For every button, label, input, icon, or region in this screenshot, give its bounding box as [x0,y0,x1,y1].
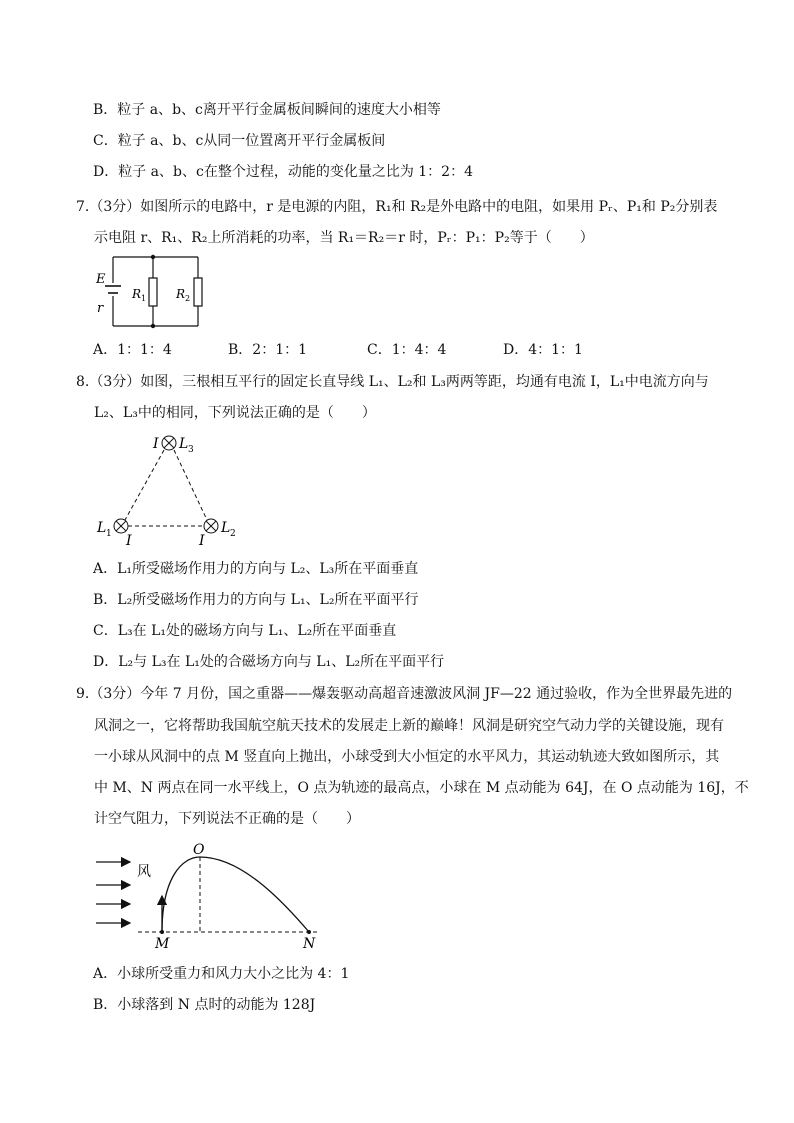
label-r2: R [176,287,186,301]
label-l2-sub: 2 [230,529,236,539]
label-r1: R [132,287,142,301]
label-m: M [155,936,170,952]
label-i-l3: I [153,436,159,452]
q7-option-c: C．1：4：4 [367,342,447,358]
label-n: N [303,936,316,952]
q7-option-b: B．2：1：1 [228,342,308,358]
junction-bottom [151,324,155,328]
label-o: O [193,842,205,858]
label-l1: L [97,520,107,536]
q8-wires-diagram [90,428,250,552]
q8-stem-line2: L₂、L₃中的相同，下列说法正确的是（ ） [94,405,376,421]
label-r: r [97,301,104,316]
point-n [307,930,311,934]
label-r2-sub: 2 [185,294,191,303]
label-l3-sub: 3 [188,445,194,455]
label-r1-sub: 1 [141,294,147,303]
dashed-edge-l3-l2 [174,450,207,520]
junction-top [151,255,155,259]
q9-trajectory-diagram [90,838,330,953]
q7-circuit-diagram [90,250,210,332]
point-m [160,930,164,934]
q7-option-d: D．4：1：1 [503,342,583,358]
label-wind: 风 [137,864,151,880]
q8-option-c: C．L₃在 L₁处的磁场方向与 L₁、L₂所在平面垂直 [93,623,397,639]
q8-stem-line1: 8.（3分）如图，三根相互平行的固定长直导线 L₁、L₂和 L₃两两等距，均通有电流 I，L₁中电流方向与 [76,374,709,390]
label-i-l1: I [126,533,132,549]
q9-stem-line2: 风洞之一，它将帮助我国航空航天技术的发展走上新的巅峰！风洞是研究空气动力学的关键设施，现有 [94,718,724,734]
q9-option-b: B．小球落到 N 点时的动能为 128J [93,997,316,1013]
q7-stem-line2: 示电阻 r、R₁、R₂上所消耗的功率，当 R₁＝R₂＝r 时，Pᵣ：P₁：P₂等于（ ） [94,230,594,246]
prev-option-d: D．粒子 a、b、c在整个过程，动能的变化量之比为 1：2：4 [93,164,473,180]
prev-option-c: C．粒子 a、b、c从同一位置离开平行金属板间 [93,133,386,149]
dashed-edge-l3-l1 [125,450,164,520]
label-i-l2: I [199,533,205,549]
prev-option-b: B．粒子 a、b、c离开平行金属板间瞬间的速度大小相等 [93,102,441,118]
q9-stem-line5: 计空气阻力，下列说法不正确的是（ ） [94,811,360,827]
q9-stem-line1: 9.（3分）今年 7 月份，国之重器——爆轰驱动高超音速激波风洞 JF—22 通过验收，作为全世界最先进的 [76,686,733,702]
label-l1-sub: 1 [106,529,112,539]
q8-option-d: D．L₂与 L₃在 L₁处的合磁场方向与 L₁、L₂所在平面平行 [93,654,445,670]
q7-stem-line1: 7.（3分）如图所示的电路中，r 是电源的内阻，R₁和 R₂是外电路中的电阻，如果用 Pᵣ、P₁和 P₂分别表 [76,199,718,215]
label-l3: L [179,436,189,452]
label-l2: L [221,520,231,536]
q9-stem-line3: 一小球从风洞中的点 M 竖直向上抛出，小球受到大小恒定的水平风力，其运动轨迹大致如图所示，其 [94,749,720,765]
resistor-r2 [194,278,202,306]
q9-option-a: A．小球所受重力和风力大小之比为 4：1 [93,966,350,982]
q7-option-a: A．1：1：4 [93,342,172,358]
trajectory-curve [162,857,309,932]
q8-option-a: A．L₁所受磁场作用力的方向与 L₂、L₃所在平面垂直 [93,561,419,577]
label-e: E [96,272,106,287]
resistor-r1 [149,278,157,306]
q8-option-b: B．L₂所受磁场作用力的方向与 L₁、L₂所在平面平行 [93,592,419,608]
q9-stem-line4: 中 M、N 两点在同一水平线上，O 点为轨迹的最高点，小球在 M 点动能为 64J，在 O 点动能为 16J，不 [94,780,749,796]
